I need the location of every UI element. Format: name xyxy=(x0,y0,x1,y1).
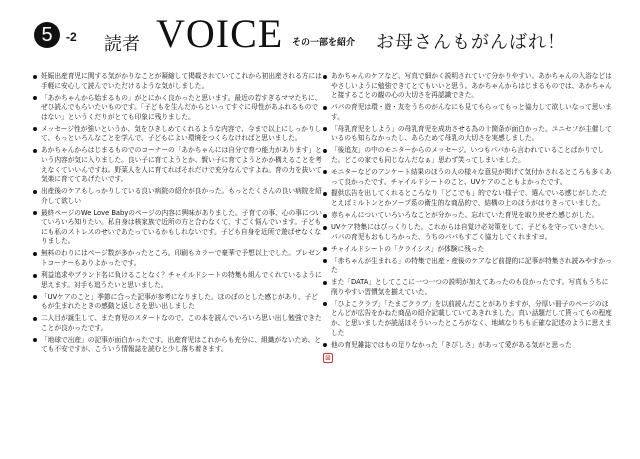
voice-item: チャイルドシートの「クライシス」が体験に残った xyxy=(322,245,612,255)
voice-item: メッセージ性が強いというか、気をひきしめてくれるような内容で、今まで以上にしっかりして、もっといろんなことを学んで、子どもによい環境をつくらなければと思いました。 xyxy=(32,125,322,144)
voice-item: 無料のわりにはページ数が多かったところ。印刷もカラーで豪華で予想以上でした。プレゼントコーナーもありよかったです。 xyxy=(32,249,322,268)
voice-item: UVケア特集にはびっくりした。これからは自覚け必対策をして、子どもを守っていきたい。パパの育児もおもしろかった、うちのパパもすごく協力してくれますヨ。 xyxy=(322,223,612,242)
voice-item: 「あかちゃんから始まるもの」がとにかく良かったと思います。最近の若すぎるママたちに、ぜひ読んでもらいたいものです。「子どもを生んだからといってすぐに母性があふれるものではない」というくだりがとても印象に残りました。 xyxy=(32,94,322,123)
right-list xyxy=(322,72,612,350)
section-sub: -2 xyxy=(66,30,77,44)
voice-item: あかちゃんからはじまるものでのコーナーの「あかちゃんには自分で育つ能力があります」という内容が気に入りました。良い子に育てようとか、賢い子に育てようとかか構えることを考えなくていいんですね。野菜人を人に育てればそれだけで充分なんですよね。育の力を抜いて気楽に育ててあげたいです。 xyxy=(32,146,322,184)
title-voice: VOICE xyxy=(156,11,284,56)
left-column xyxy=(32,72,322,357)
title-right-heading: お母さんもがんばれ！ xyxy=(376,32,566,53)
title-japanese: 読者 xyxy=(104,34,140,55)
voice-item: 他の育児雑誌ではもの足りなかった「きびしさ」があって愛がある気がと思った xyxy=(322,341,612,351)
voice-item: 「後追友」の中のモニターからのメッセージ。いつもパパから言われていることばかりでした。どこの家でも同じなんだなぁ」思わず笑ってしまいました。 xyxy=(322,146,612,165)
voice-item: 利益追求やブランド名に負けることなく？チャイルドシートの特集も組んでくれているように思えます。対手も追うたいと思いました。 xyxy=(32,271,322,290)
voice-item: 「ひよこクラブ」「たまごクラブ」を以前読んだことがありますが、分厚い冊子のページのほとんどが広告をかねた商品の紹介記載していてあきれました。真い話題だして貰ってもの程度か、と思いましたが読話ほそういったところがなく、地域なりちも正確な記述のように思えました xyxy=(322,300,612,338)
voice-item: 握供広告を出してくれるところなり「どこでも」的でない様子で、選んでいる感じがした.たとえばミルトンとかソープ系の衛生的な商品的で、結構の上のほうがはりきっていました。 xyxy=(322,189,612,208)
voice-item: また「DATA」としてここに一つ一つの説明が加えてあったのも良かったです。写真もうちに削りやすい習慣気を揃えていた。 xyxy=(322,278,612,297)
voice-item: 二人目が誕生して、また育児のスタートなので、この本を読んでいろいろ思い出し勉強できたことが良かったです。 xyxy=(32,314,322,333)
voice-item: 出産後のケアもしっかりしている良い病院の紹介が良かった。もっとたくさんの良い病院を紹介して欲しい xyxy=(32,187,322,206)
voice-item: パパの育児は環・遊・友をうちのがんなにも見てもらってもっと協力して欲しいなって思います。 xyxy=(322,103,612,122)
voice-item: 妊娠出産育児に関する気がかりなことが凝縮して掲載されていてこれから初出産される方には手軽に安心して読んでいただけるような気がしました。 xyxy=(32,72,322,91)
title-subcaption: その一部を紹介 xyxy=(292,38,356,48)
voice-item: あかちゃんのケアなど、写真で細かく説明されていて分かりやすい。あかちゃんの入浴などはやさしいように勉強できてとてもいいと思う。あかちゃんからはじまるものでは、あかちゃんと接することの観の心の大切さを再認識できた。 xyxy=(322,72,612,101)
voice-item: 「赤ちゃんが生まれる」の特集で出産・産後のケアなど前提的に記事が特集され読みやすかった xyxy=(322,257,612,276)
right-column xyxy=(322,72,612,363)
voice-item: 「地球で出産」の記事が面白かったです。出産育児はこれからも充分に、組織がないため、とても不安ですが、こういう情報誌を読むと少し落ち着きます。 xyxy=(32,336,322,355)
voice-item: 「UVケアのこと」季節に合った記事が参考になりました。ほのぼのとした感じがあり、子どもが生まれたときの感動と返しさを思い出しました xyxy=(32,293,322,312)
voice-item: モニターなどのアンケート結果のほうの人の様々な意見が掲げて気付かされるところも多くあって良かったです。チャイルドシートのこと、UVケアのこともよかったです。 xyxy=(322,168,612,187)
section-number: 5 xyxy=(34,22,60,48)
voice-item: 赤ちゃんについていろいろなことが分かった。忘れていた育児を取り戻せた感じがした。 xyxy=(322,211,612,221)
voice-item: 最終ページのWe Love Babyのページの内容に興味がありました。子育ての事、心の事についていろいろ知りたい。私自身は核家族で近所の方と合わなくて、すごく悩んでいます。子どもにも私のストレスのせいであたっているかもしれないです。子ども自身を近所で遊ばせなくなりました。 xyxy=(32,209,322,247)
voice-item: 「母乳育児をしよう」の母乳育児を成功させる為の十箇条が面白かった。ユニセフが主催しているのも知らなかったし、あらためて母乳の大切さを実感しました。 xyxy=(322,125,612,144)
end-mark-icon: ⊠ xyxy=(323,353,333,363)
